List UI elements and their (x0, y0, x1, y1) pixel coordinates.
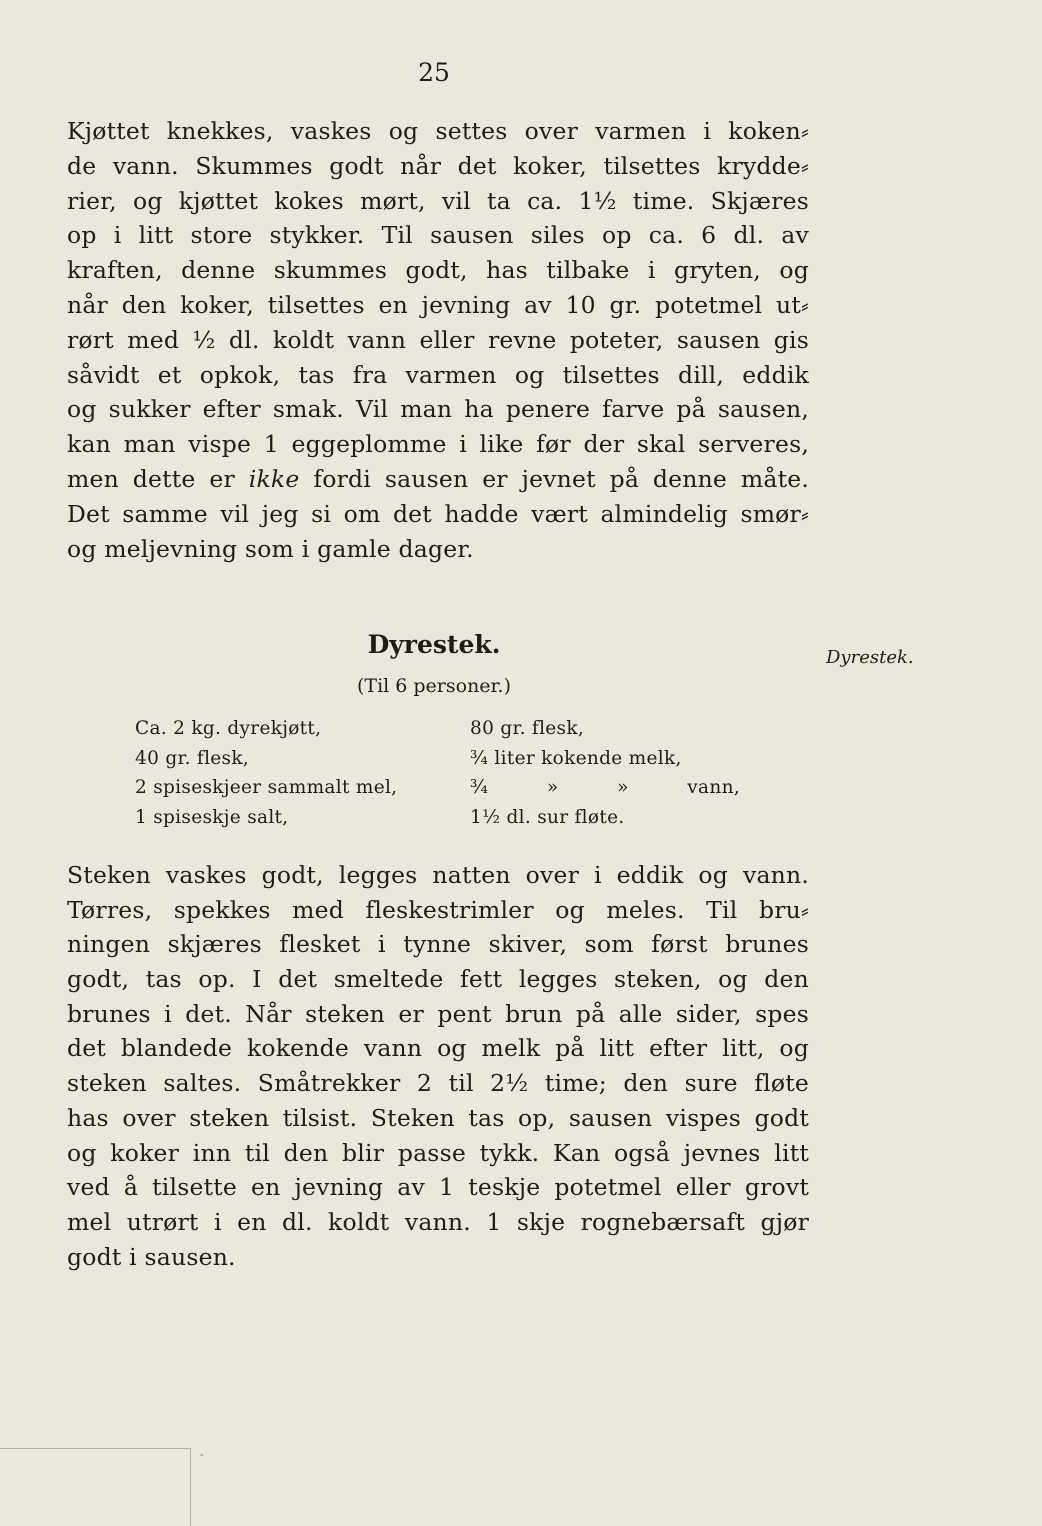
method-paragraph (67, 858, 809, 1274)
text-line: og koker inn til den blir passe tykk. Kan også jevnes litt (67, 1138, 809, 1167)
stray-mark: ˗ (200, 1448, 204, 1461)
text-line: og sukker efter smak. Vil man ha penere farve på sausen, (67, 395, 809, 424)
emphasis-word: ikke (248, 464, 300, 493)
margin-note: Dyrestek. (826, 647, 914, 668)
ingredient-item: 40 gr. flesk, (135, 747, 250, 769)
ingredient-item: ¾ liter kokende melk, (470, 747, 682, 769)
recipe-servings: (Til 6 personer.) (356, 675, 511, 697)
text-line: og meljevning som i gamle dager. (67, 534, 474, 563)
text-line: steken saltes. Småtrekker 2 til 2½ time; den sure fløte (67, 1069, 809, 1098)
text-line: op i litt store stykker. Til sausen siles op ca. 6 dl. av (67, 221, 809, 250)
text-line: Kjøttet knekkes, vaskes og settes over varmen i koken⸗ (67, 117, 809, 145)
text-line: brunes i det. Når steken er pent brun på alle sider, spes (67, 999, 809, 1028)
text-line: såvidt et opkok, tas fra varmen og tilsettes dill, eddik (67, 360, 809, 389)
text-line: de vann. Skummes godt når det koker, tilsettes krydde⸗ (67, 151, 809, 180)
ingredient-item: 2 spiseskjeer sammalt mel, (135, 777, 398, 798)
ingredients-left-column (135, 714, 435, 832)
text-line: ningen skjæres flesket i tynne skiver, som først brunes (67, 930, 809, 959)
text-line: kan man vispe 1 eggeplomme i like før der skal serveres, (67, 430, 809, 459)
recipe-title: Dyrestek. (367, 630, 501, 659)
text-line: Tørres, spekkes med fleskestrimler og meles. Til bru⸗ (67, 895, 809, 924)
text-line: det blandede kokende vann og melk på litt efter litt, og (67, 1034, 809, 1063)
intro-paragraph (67, 114, 809, 566)
ingredient-item: 1 spiseskje salt, (135, 806, 289, 828)
text-line: godt i sausen. (67, 1242, 236, 1271)
text-line: Det samme vil jeg si om det hadde vært almindelig smør⸗ (67, 499, 809, 528)
text-line: godt, tas op. I det smeltede fett legges steken, og den (67, 965, 809, 994)
page-number: 25 (418, 58, 450, 87)
text-line: mel utrørt i en dl. koldt vann. 1 skje rognebærsaft gjør (67, 1207, 809, 1236)
text-line: ved å tilsette en jevning av 1 teskje potetmel eller grovt (67, 1173, 809, 1202)
page-corner-stub (0, 1448, 191, 1526)
text-line: rørt med ½ dl. koldt vann eller revne poteter, sausen gis (67, 325, 809, 354)
text-line: når den koker, tilsettes en jevning av 10 gr. potetmel ut⸗ (67, 290, 809, 319)
ingredients-right-column (470, 714, 740, 832)
ingredient-item: Ca. 2 kg. dyrekjøtt, (135, 718, 322, 739)
ingredient-item: 80 gr. flesk, (470, 718, 585, 739)
text-line: has over steken tilsist. Steken tas op, sausen vispes godt (67, 1103, 809, 1132)
text-line: kraften, denne skummes godt, has tilbake i gryten, og (67, 256, 809, 285)
text-line: men dette er ikke fordi sausen er jevnet på denne måte. (67, 464, 809, 493)
text-line: Steken vaskes godt, legges natten over i eddik og vann. (67, 861, 809, 889)
text-line: rier, og kjøttet kokes mørt, vil ta ca. 1½ time. Skjæres (67, 186, 809, 215)
ingredient-item: ¾ » » vann, (470, 777, 740, 798)
ingredient-item: 1½ dl. sur fløte. (470, 806, 625, 828)
